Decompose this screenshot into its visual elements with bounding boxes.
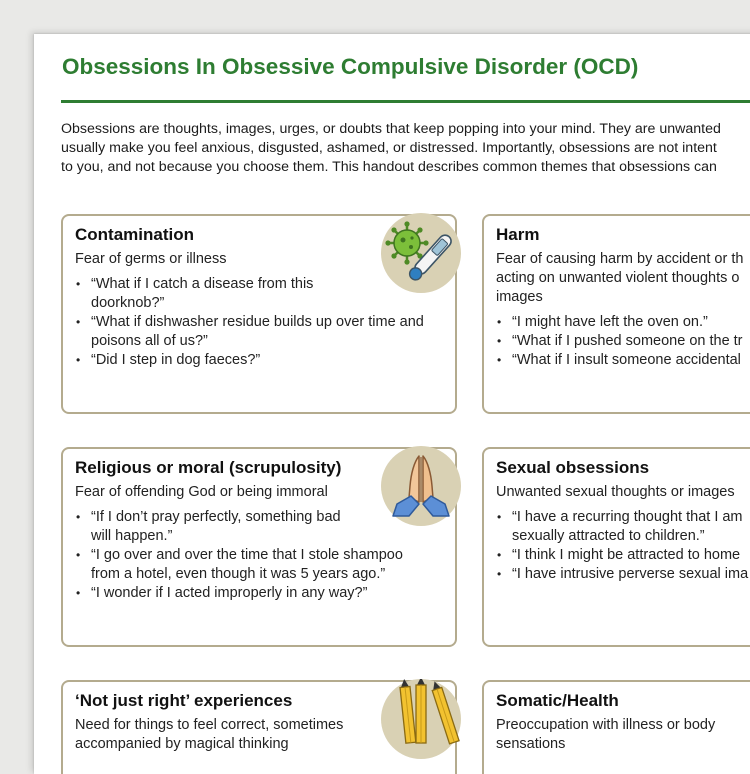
card-subtitle-line: Unwanted sexual thoughts or images <box>496 484 735 500</box>
list-item <box>75 508 403 546</box>
bullet-line: • “I have a recurring thought that I am <box>512 509 743 525</box>
bullet-line: will happen.” <box>91 528 173 544</box>
card-subtitle-line: images <box>496 289 543 305</box>
title-divider <box>61 100 750 103</box>
list-item <box>75 546 403 584</box>
pencils-icon <box>381 679 461 759</box>
card-subtitle-line: Fear of offending God or being immoral <box>75 484 328 500</box>
card-contamination <box>61 214 457 414</box>
intro-line: to you, and not because you choose them. This handout describes common themes that obsessions can <box>61 159 717 175</box>
card-religious-moral <box>61 447 457 647</box>
bullet-line: • “I have intrusive perverse sexual ima <box>512 566 749 582</box>
bullet-line: doorknob?” <box>91 295 165 311</box>
card-title: Somatic/Health <box>496 691 619 710</box>
bullet-line: • “What if I insult someone accidental <box>512 352 741 368</box>
bullet-line: • “I go over and over the time that I stole shampoo <box>91 547 403 563</box>
intro-line: Obsessions are thoughts, images, urges, or doubts that keep popping into your mind. They are unwanted <box>61 121 721 137</box>
card-bullet-list <box>496 508 748 584</box>
card-subtitle <box>75 716 343 754</box>
card-title: ‘Not just right’ experiences <box>75 691 293 710</box>
list-item <box>75 351 424 370</box>
card-subtitle-line: Fear of germs or illness <box>75 251 227 267</box>
page-title: Obsessions In Obsessive Compulsive Disorder (OCD) <box>62 54 639 79</box>
list-item <box>75 584 403 603</box>
card-harm <box>482 214 750 414</box>
bullet-line: • “I wonder if I acted improperly in any way?” <box>91 585 368 601</box>
card-subtitle-line: Preoccupation with illness or body <box>496 717 716 733</box>
card-sexual-obsessions <box>482 447 750 647</box>
card-bullet-list <box>75 275 424 370</box>
card-subtitle <box>75 483 328 502</box>
card-title: Contamination <box>75 225 194 244</box>
card-subtitle-line: sensations <box>496 736 566 752</box>
card-subtitle-line: acting on unwanted violent thoughts o <box>496 270 740 286</box>
bullet-line: sexually attracted to children.” <box>512 528 705 544</box>
list-item <box>496 332 743 351</box>
card-bullet-list <box>75 508 403 603</box>
list-item <box>496 508 748 546</box>
card-title: Sexual obsessions <box>496 458 650 477</box>
card-subtitle-line: accompanied by magical thinking <box>75 736 289 752</box>
card-subtitle-line: Fear of causing harm by accident or th <box>496 251 744 267</box>
bullet-line: • “What if I catch a disease from this <box>91 276 314 292</box>
list-item <box>496 351 743 370</box>
card-title: Harm <box>496 225 540 244</box>
card-subtitle <box>496 483 735 502</box>
card-subtitle <box>496 716 715 754</box>
bullet-line: • “I think I might be attracted to home <box>512 547 741 563</box>
bullet-line: from a hotel, even though it was 5 years ago.” <box>91 566 386 582</box>
handout-page <box>34 34 750 774</box>
card-title: Religious or moral (scrupulosity) <box>75 458 342 477</box>
list-item <box>496 546 748 565</box>
intro-paragraph <box>61 120 750 177</box>
bullet-line: • “I might have left the oven on.” <box>512 314 708 330</box>
card-subtitle-line: Need for things to feel correct, sometimes <box>75 717 344 733</box>
card-somatic-health <box>482 680 750 774</box>
virus-thermometer-icon <box>381 213 461 293</box>
list-item <box>75 275 424 313</box>
bullet-line: poisons all of us?” <box>91 333 208 349</box>
list-item <box>75 313 424 351</box>
intro-line: usually make you feel anxious, disgusted, ashamed, or distressed. Importantly, obsessions are not intent <box>61 140 717 156</box>
bullet-line: • “What if I pushed someone on the tr <box>512 333 743 349</box>
praying-hands-icon <box>381 446 461 526</box>
card-subtitle <box>496 250 743 307</box>
bullet-line: • “What if dishwasher residue builds up over time and <box>91 314 424 330</box>
card-not-just-right <box>61 680 457 774</box>
list-item <box>496 565 748 584</box>
list-item <box>496 313 743 332</box>
card-subtitle <box>75 250 227 269</box>
bullet-line: • “Did I step in dog faeces?” <box>91 352 261 368</box>
card-bullet-list <box>496 313 743 370</box>
bullet-line: • “If I don’t pray perfectly, something bad <box>91 509 341 525</box>
